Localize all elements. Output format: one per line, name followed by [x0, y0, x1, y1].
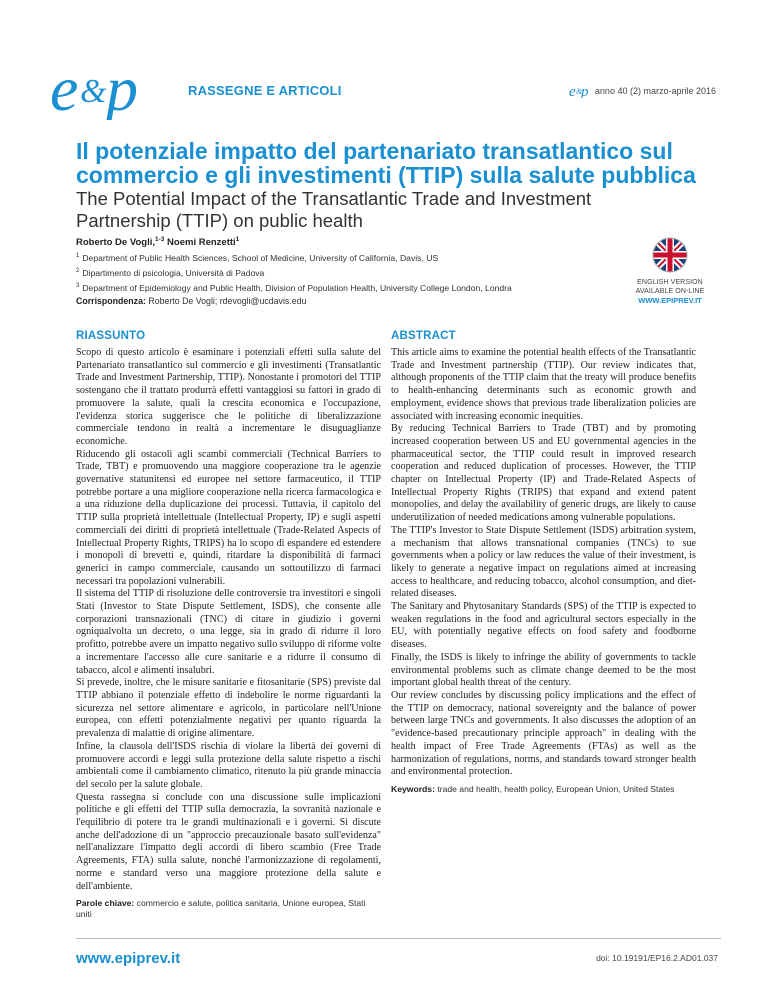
keywords-label: Parole chiave: [76, 898, 135, 909]
keywords-text: commercio e salute, politica sanitaria, Unione europea, Stati uniti [76, 898, 366, 920]
issue-info [569, 84, 716, 98]
issue-text: anno 40 (2) marzo-aprile 2016 [594, 86, 716, 96]
keywords-text: trade and health, health policy, European Union, United States [437, 783, 675, 794]
article-subtitle: The Potential Impact of the Transatlantic Trade and Investment Partnership (TTIP) on public health [76, 188, 592, 231]
riassunto-paragraph: Riducendo gli ostacoli agli scambi commerciali (Technical Barriers to Trade, TBT) e promuovendo una maggiore cooperazione tra le agenzie governative statunitensi ed europee nel settore farmaceutico, il TTIP potrebbe portare a una migliore cooperazione nella ricerca farmacologica e a una riduzione della duplicazione dei processi. Tuttavia, il capitolo del TTIP sulla proprietà intellettuale (Intellectual Property, IP) e sugli aspetti commerciali dei diritti di proprietà intellettuale (Trade-Related Aspects of Intellectual Property Rights, TRIPS) ha lo scopo di espandere ed estendere i monopoli di brevetti e, quindi, ritardare la disponibilità di farmaci generici in campo commerciale, causando un sottoutilizzo di farmaci necessari tra popolazioni vulnerabili. [76, 448, 381, 587]
abstract-keywords [391, 784, 696, 795]
riassunto-paragraph: Infine, la clausola dell'ISDS rischia di violare la libertà dei governi di promuovere accordi e leggi sulla protezione della salute rispetto a rischi ambientali come il cambiamento climatico, ritenuto la più grande minaccia del secolo per la salute globale. [76, 740, 381, 790]
svg-text:p: p [106, 58, 138, 120]
epiprev-small-logo-icon [569, 84, 591, 98]
svg-text:p: p [580, 84, 589, 98]
affiliation-item: $^1$ Department of Public Health Sciences, School of Medicine, University of California, Davis, US [76, 252, 439, 263]
abstract-paragraph: By reducing Technical Barriers to Trade (TBT) and by promoting increased cooperation between US and EU governmental agencies in the pharmaceutical sector, the TTIP could result in improved research cooperation and reduced duplication of processes. However, the TTIP chapter on Intellectual Property (IP) and Trade-Related Aspects of Intellectual Property Rights (TRIPS) that expand and extend patent monopolies, and delay the availability of generic drugs, are likely to cause underutilization of needed medications among vulnerable populations. [391, 423, 696, 524]
affiliation-item: $^2$ Dipartimento di psicologia, Università di Padova [76, 267, 265, 278]
author-2: Noemi Renzetti [167, 237, 236, 249]
english-version-link[interactable]: WWW.EPIPREV.IT [638, 296, 702, 305]
svg-text:&: & [575, 87, 583, 96]
author-1: Roberto De Vogli, [76, 237, 155, 249]
affiliations [76, 250, 512, 295]
correspondence [76, 296, 306, 306]
epiprev-logo-icon [50, 58, 188, 120]
riassunto-keywords [76, 898, 381, 920]
english-version-line1: ENGLISH VERSION [637, 279, 703, 286]
english-version-line2: AVAILABLE ON-LINE [635, 288, 705, 295]
abstract-column [391, 330, 696, 795]
riassunto-paragraph: Si prevede, inoltre, che le misure sanitarie e fitosanitarie (SPS) previste dal TTIP abbiano il potenziale effetto di indebolire le norme riguardanti la sicurezza nel settore alimentare e agricolo, in particolare nell'Unione europea, con effetti potenzialmente negativi per quanto riguarda la prevalenza di malattie di origine alimentare. [76, 677, 381, 740]
english-version-badge[interactable] [620, 237, 720, 305]
riassunto-heading: RIASSUNTO [76, 330, 146, 342]
authors [76, 236, 239, 248]
keywords-label: Keywords: [391, 783, 435, 794]
affiliation-item: $^3$ Department of Epidemiology and Public Health, Division of Population Health, University College London, Londra [76, 282, 512, 293]
section-label: RASSEGNE E ARTICOLI [188, 83, 342, 98]
epiprev-logo [50, 58, 188, 120]
author-1-affiliation: 1-3 [155, 236, 165, 243]
riassunto-paragraph: Il sistema del TTIP di risoluzione delle controversie tra investitori e singoli Stati (Investor to State Dispute Settlement, ISDS), che consente alle corporazioni transnazionali (TNC) di citare in giudizio i governi ogniqualvolta un decreto, o una legge, sia in grado di ridurre il loro profitto, potrebbe avere un impatto negativo sullo sviluppo di riforme volte a incrementare l'accesso alle cure sanitarie e a ridurre il consumo di tabacco, alcol e alimenti insalubri. [76, 588, 381, 676]
uk-flag-icon [652, 237, 688, 273]
abstract-paragraph: The Sanitary and Phytosanitary Standards (SPS) of the TTIP is expected to weaken regulations in the food and agricultural sectors especially in the EU, with potentially negative effects on food safety and foodborne diseases. [391, 601, 696, 651]
svg-text:e: e [50, 58, 79, 120]
correspondence-label: Corrispondenza: [76, 296, 146, 306]
abstract-paragraph: Our review concludes by discussing policy implications and the effect of the TTIP on democracy, national sovereignty and the balance of power between large TNCs and governments. It also discusses the adoption of an "evidence-based precautionary principle approach" in dealing with the health impact of Free Trade Agreements (FTAs) as well as the harmonization of regulations, norms, and standards toward stronger health and environmental protection. [391, 689, 696, 778]
author-2-affiliation: 1 [235, 236, 240, 243]
abstract-paragraph: This article aims to examine the potential health effects of the Transatlantic Trade and Investment partnership (TTIP). Our review indicates that, although proponents of the TTIP claim that the treaty will produce benefits to health-enhancing determinants such as economic growth and employment, evidence shows that previous trade liberalization policies are associated with increasing economic inequities. [391, 347, 696, 422]
svg-text:e: e [568, 84, 576, 98]
footer-divider [76, 938, 721, 939]
abstract-heading: ABSTRACT [391, 330, 456, 342]
riassunto-paragraph: Questa rassegna si conclude con una discussione sulle implicazioni politiche e gli effetti del TTIP sulla democrazia, la sovranità nazionale e l'equilibrio di potere tra le grandi multinazionali e i governi. Si discute anche dell'adozione di un "approccio precauzionale basato sull'evidenza" nell'analizzare l'impatto degli accordi di libero scambio (Free Trade Agreements, FTA) sulla salute, nonché l'armonizzazione di regolamenti, norme e standard verso una maggiore protezione della salute e dell'ambiente. [76, 791, 381, 892]
doi: doi: 10.19191/EP16.2.AD01.037 [596, 953, 718, 963]
footer-url-link[interactable]: www.epiprev.it [76, 950, 181, 967]
abstract-paragraph: Finally, the ISDS is likely to infringe the ability of governments to tackle environmental problems such as climate change deemed to be the most important global health threat of the century. [391, 651, 696, 689]
svg-text:&: & [80, 73, 107, 110]
riassunto-column [76, 330, 381, 920]
riassunto-paragraph: Scopo di questo articolo è esaminare i potenziali effetti sulla salute del Partenariato transatlantico sul commercio e gli investimenti (Transatlantic Trade and Investment Partnership, TTIP). Nonostante i promotori del TTIP sostengano che il trattato produrrà effetti vantaggiosi su fattori in grado di promuovere la salute, quali la crescita economica e l'occupazione, l'evidenza storica suggerisce che le politiche di liberalizzazione commerciale tendono in realtà a incrementare le disuguaglianze economiche. [76, 347, 381, 447]
article-title: Il potenziale impatto del partenariato transatlantico sul commercio e gli investimenti (TTIP) sulla salute pubblica [76, 138, 696, 188]
correspondence-text: Roberto De Vogli; rdevogli@ucdavis.edu [148, 296, 307, 306]
abstract-paragraph: The TTIP's Investor to State Dispute Settlement (ISDS) arbitration system, a mechanism that allows transnational companies (TNCs) to sue governments when a policy or law reduces the value of their investment, is likely to generate a negative impact on regulations aimed at increasing access to healthcare, and reducing tobacco, alcohol consumption, and diet-related diseases. [391, 524, 696, 600]
